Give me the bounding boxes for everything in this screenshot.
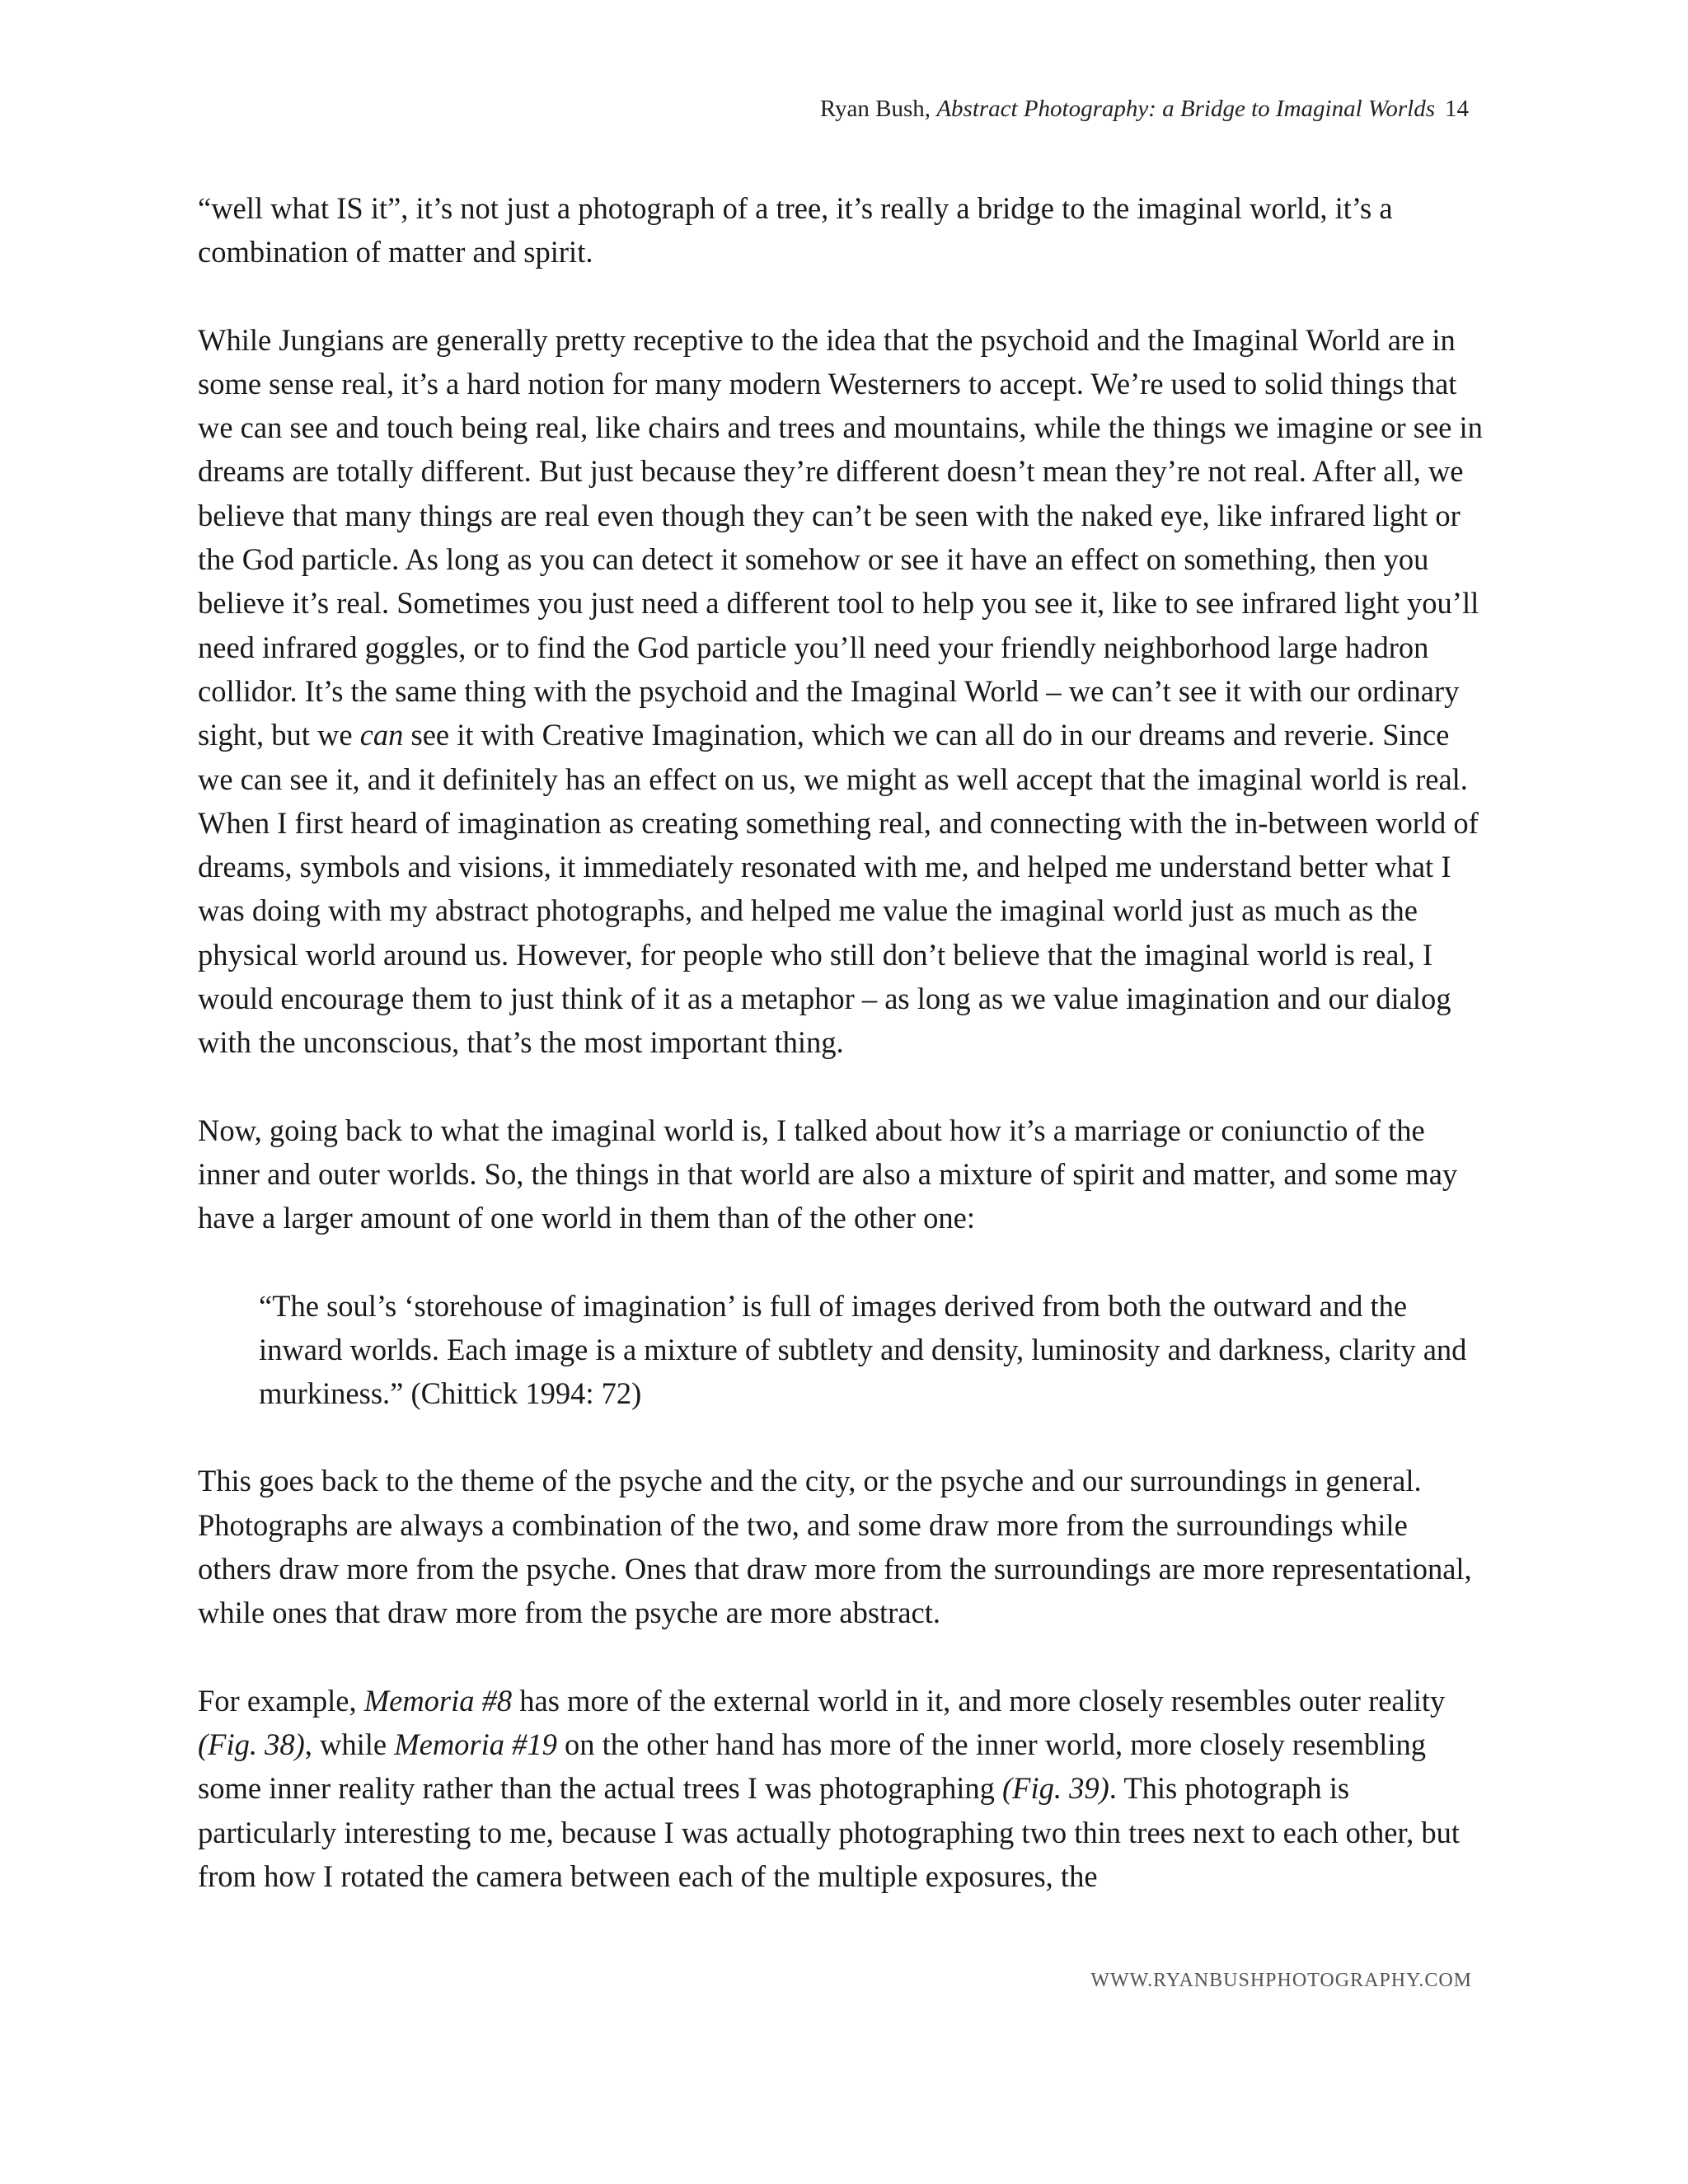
- paragraph-1: “well what IS it”, it’s not just a photograph of a tree, it’s really a bridge to the imaginal world, it’s a combination of matter and spirit.: [198, 191, 1393, 269]
- paragraph-5: [198, 1679, 1489, 1898]
- figure-ref-38: (Fig. 38): [198, 1727, 305, 1761]
- header-author: Ryan Bush,: [819, 96, 937, 122]
- title-memoria-8: Memoria #8: [363, 1683, 513, 1718]
- paragraph-2-part-b: see it with Creative Imagination, which we can all do in our dreams and reverie. Since we can see it, and it definitely has an effect on us, we might as well accept that the imaginal world is real. When I first heard of imagination as creating something real, and connecting with the in-between world of dreams, symbols and visions, it immediately resonated with me, and helped me understand better what I was doing with my abstract photographs, and helped me value the imaginal world just as much as the physical world around us. However, for people who still don’t believe that the imaginal world is real, I would encourage them to just think of it as a metaphor – as long as we value imagination and our dialog with the unconscious, that’s the most important thing.: [198, 718, 1479, 1060]
- page-number: 14: [1445, 96, 1469, 122]
- paragraph-5-part-d: on the other hand has more of the inner world, more closely resembling some inner reality rather than the actual trees I was photographing: [198, 1727, 1427, 1806]
- paragraph-4: This goes back to the theme of the psyche and the city, or the psyche and our surroundings in general. Photographs are always a combination of the two, and some draw more from the surroundings while others draw more from the psyche. Ones that draw more from the surroundings are more representational, while ones that draw more from the psyche are more abstract.: [198, 1464, 1472, 1630]
- footer-website-url: WWW.RYANBUSHPHOTOGRAPHY.COM: [1090, 1970, 1472, 1991]
- paragraph-2: [198, 318, 1489, 1065]
- figure-ref-39: (Fig. 39): [1002, 1771, 1109, 1806]
- running-header: [198, 92, 1469, 125]
- block-quote: “The soul’s ‘storehouse of imagination’ is full of images derived from both the outward and the inward worlds. Each image is a mixture of subtlety and density, luminosity and darkness, clarity and murkiness.” (Chittick 1994: 72): [259, 1288, 1467, 1411]
- paragraph-5-part-a: For example,: [198, 1683, 364, 1718]
- emphasis-can: can: [359, 718, 404, 752]
- header-book-title: Abstract Photography: a Bridge to Imaginal Worlds: [936, 96, 1435, 122]
- title-memoria-19: Memoria #19: [394, 1727, 557, 1761]
- paragraph-5-part-b: has more of the external world in it, and more closely resembles outer reality: [512, 1683, 1446, 1718]
- paragraph-5-part-c: , while: [304, 1727, 395, 1761]
- paragraph-3: Now, going back to what the imaginal world is, I talked about how it’s a marriage or coniunctio of the inner and outer worlds. So, the things in that world are also a mixture of spirit and matter, and some may have a larger amount of one world in them than of the other one:: [198, 1113, 1458, 1235]
- paragraph-2-part-a: While Jungians are generally pretty receptive to the idea that the psychoid and the Imaginal World are in some sense real, it’s a hard notion for many modern Westerners to accept. We’re used to solid things that we can see and touch being real, like chairs and trees and mountains, while the things we imagine or see in dreams are totally different. But just because they’re different doesn’t mean they’re not real. After all, we believe that many things are real even though they can’t be seen with the naked eye, like infrared light or the God particle. As long as you can detect it somehow or see it have an effect on something, then you believe it’s real. Sometimes you just need a different tool to help you see it, like to see infrared light you’ll need infrared goggles, or to find the God particle you’ll need your friendly neighborhood large hadron collidor. It’s the same thing with the psychoid and the Imaginal World – we can’t see it with our ordinary sight, but we: [198, 322, 1483, 752]
- body-text: [198, 186, 1489, 1898]
- paragraph-5-part-e: . This photograph is particularly interesting to me, because I was actually photographing two thin trees next to each other, but from how I rotated the camera between each of the multiple exposures, the: [198, 1771, 1461, 1893]
